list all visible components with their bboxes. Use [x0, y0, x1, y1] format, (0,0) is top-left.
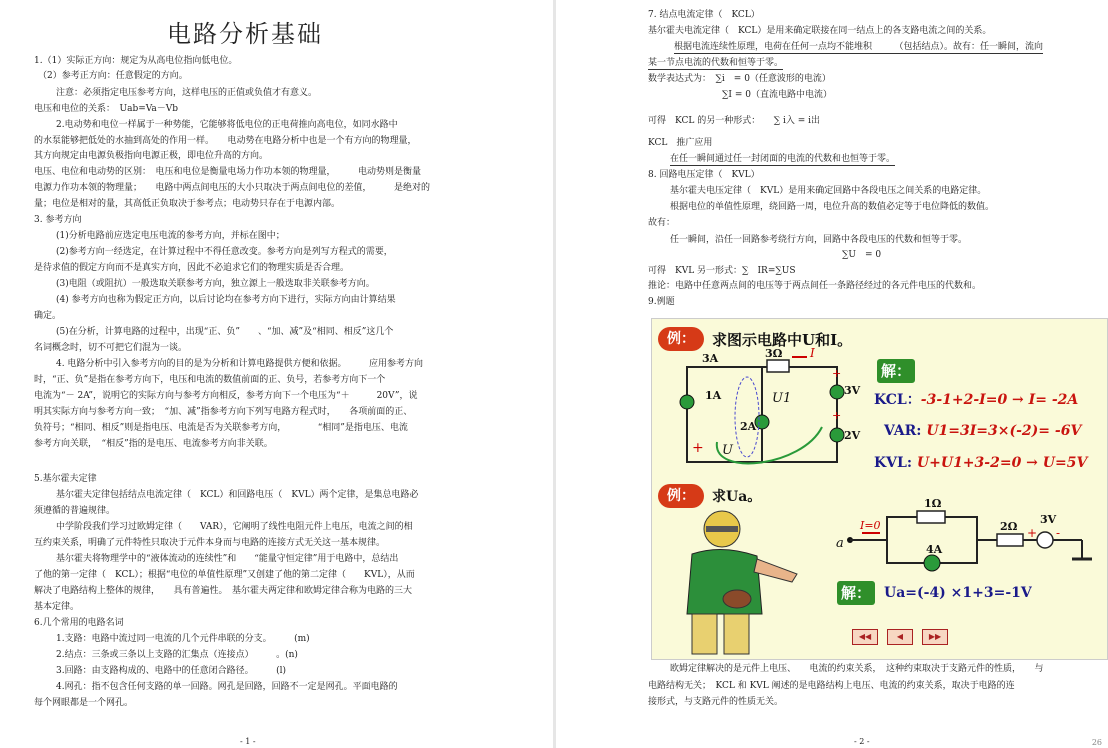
example-slide-figure: [651, 318, 1108, 660]
page-1: [0, 0, 553, 748]
page2-line: 可得 KCL 的另一种形式： ∑ i入 = i出: [648, 116, 821, 126]
page1-line: 5.基尔霍夫定律: [34, 474, 97, 484]
page1-line: 2.结点：三条或三条以上支路的汇集点（连接点） 。(n): [56, 650, 298, 660]
page1-line: 电流为“－ 2A”，说明它的实际方向与参考方向相反，参考方向下一个电压为“＋ 20V”，说: [34, 391, 418, 401]
label-3v: 3V: [844, 384, 861, 397]
page1-line: 确定。: [34, 311, 62, 321]
page2-line: 9.例题: [648, 297, 675, 307]
label-3v-source: 3V: [1040, 513, 1057, 526]
example-badge: 例：: [658, 327, 704, 351]
label-1a: 1A: [705, 389, 722, 402]
page2-line: 推论：电路中任意两点间的电压等于两点间任一条路径经过的各元件电压的代数和。: [648, 281, 982, 291]
page1-line: 6.几个常用的电路名词: [34, 618, 124, 628]
page2-line: 可得 KVL 另一形式：∑ IR=∑US: [648, 266, 796, 276]
page1-line: 基尔霍夫将物理学中的“液体流动的连续性”和 “能量守恒定律”用于电路中，总结出: [56, 554, 399, 564]
page1-line: 解决了电路结构上整体的规律， 具有普遍性。 基尔霍夫两定律和欧姆定律合称为电路的三大: [34, 586, 413, 596]
label-4a: 4A: [926, 543, 943, 556]
page2-line: 根据电位的单值性原理，绕回路一周，电位升高的数值必定等于电位降低的数值。: [670, 202, 995, 212]
page1-line: 中学阶段我们学习过欧姆定律（ VAR），它阐明了线性电阻元件上电压，电流之间的相: [56, 522, 413, 532]
page2-line: 基尔霍夫电压定律（ KVL）是用来确定回路中各段电压之间关系的电路定律。: [670, 186, 987, 196]
page1-line: 电源力作功本领的物理量； 电路中两点间电压的大小只取决于两点间电位的差值， 是绝对的: [34, 183, 431, 193]
page1-line: 时，“正、负”是指在参考方向下，电压和电流的数值前面的正、负号，若参考方向下一个: [34, 375, 386, 385]
page2-line: 根据电流连续性原理，电荷在任何一点均不能堆积 （包括结点）。故有：任一瞬间，流向: [674, 42, 1044, 52]
page1-line: 量；电位是相对的量，其高低正负取决于参考点；电动势只存在于电源内部。: [34, 199, 341, 209]
nav-first-button[interactable]: ◀◀: [852, 629, 878, 645]
page-number-1: - 1 -: [240, 737, 256, 746]
page2-line: ∑I = 0（直流电路中电流）: [722, 90, 832, 100]
example-1-title: 求图示电路中U和I。: [712, 331, 853, 349]
corner-page-count: 26: [1091, 738, 1102, 747]
svg-text:+: +: [832, 367, 842, 380]
circuit-diagram-1: [672, 346, 861, 477]
label-1ohm: 1Ω: [924, 497, 942, 510]
page-number-2: - 2 -: [854, 737, 870, 746]
page1-line: 注意：必须指定电压参考方向，这样电压的正值或负值才有意义。: [56, 88, 318, 98]
page1-line: (2)参考方向一经选定，在计算过程中不得任意改变。参考方向是列写方程式的需要，: [56, 247, 393, 257]
label-2v: 2V: [844, 429, 861, 442]
page-2: [556, 0, 1106, 748]
label-i-zero: I=0: [860, 519, 881, 532]
page1-line: 的水泵能够把低处的水抽到高处的作用一样。 电动势在电路分析中也是一个有方向的物理量，: [34, 136, 417, 146]
label-3ohm: 3Ω: [765, 347, 783, 360]
page1-line: 4.网孔：指不包含任何支路的单一回路。网孔是回路，回路不一定是网孔。平面电路的: [56, 682, 398, 692]
label-u: U: [722, 443, 733, 458]
label-node-a: a: [836, 536, 844, 551]
page1-line: 3. 参考方向: [34, 215, 82, 225]
page1-line: 基本定律。: [34, 602, 80, 612]
page2-line: 某一节点电流的代数和恒等于零。: [648, 58, 784, 68]
kcl-equation: KCL：-3-1+2-I=0 → I= -2A: [874, 392, 1079, 408]
page1-line: 负符号；“相同、相反”则是指电压、电流是否为关联参考方向， “相同”是指电压、电流: [34, 423, 408, 433]
solution-badge-2: 解：: [837, 581, 875, 605]
nav-prev-button[interactable]: ◀: [887, 629, 913, 645]
svg-text:+: +: [692, 440, 704, 456]
page1-line: (5)在分析，计算电路的过程中，出现“正、负” 、“加、减”及“相同、相反”这几个: [56, 327, 394, 337]
page1-line: 是待求值的假定方向而不是真实方向，因此不必追求它们的物理实质是否合理。: [34, 263, 350, 273]
page2-line: 7. 结点电流定律（ KCL）: [648, 10, 760, 20]
page2-line: 数学表达式为： ∑i = 0（任意波形的电流）: [648, 74, 831, 84]
svg-text:+: +: [1027, 526, 1038, 540]
page1-line: 其方向规定由电源负极指向电源正极，即电位升高的方向。: [34, 151, 269, 161]
page1-line: 明其实际方向与参考方向一致； “加、减”指参考方向下列写电路方程式时， 各项前面的正、: [34, 407, 413, 417]
page2-bottom-line: 接形式，与支路元件的性质无关。: [648, 697, 784, 707]
var-equation: VAR: U1=3I=3×(-2)= -6V: [884, 423, 1082, 439]
page1-line: (1)分析电路前应选定电压电流的参考方向，并标在图中；: [56, 231, 285, 241]
page2-line: 基尔霍夫电流定律（ KCL）是用来确定联接在同一结点上的各支路电流之间的关系。: [648, 26, 992, 36]
football-player-illustration: [662, 504, 802, 659]
label-3a: 3A: [702, 352, 719, 365]
document-title: 电路分析基础: [167, 20, 323, 48]
page1-line: 1.支路：电路中流过同一电流的几个元件串联的分支。 (m): [56, 634, 310, 644]
page2-line: ∑U = 0: [842, 250, 882, 260]
page2-bottom-line: 电路结构无关； KCL 和 KVL 阐述的是电路结构上电压、电流的约束关系，取决于电路的连: [648, 681, 1015, 691]
page1-line: 了他的第一定律（ KCL）；根据“电位的单值性原理”又创建了他的第二定律（ KVL），从而: [34, 570, 415, 580]
page1-line: (3)电阻（或阻抗）一般选取关联参考方向，独立源上一般选取非关联参考方向。: [56, 279, 375, 289]
label-2a: 2A: [740, 420, 757, 433]
nav-last-button[interactable]: ▶▶: [922, 629, 948, 645]
circuit-diagram-2: [832, 497, 1107, 582]
page1-line: 每个网眼都是一个网孔。: [34, 698, 134, 708]
page1-line: 1.（1）实际正方向：规定为从高电位指向低电位。: [34, 56, 238, 66]
page2-bottom-line: 欧姆定律解决的是元件上电压、 电流的约束关系， 这种约束取决于支路元件的性质， 与: [670, 664, 1044, 674]
label-u1: U1: [772, 391, 792, 406]
page1-line: 4. 电路分析中引入参考方向的目的是为分析和计算电路提供方便和依据。 应用参考方向: [56, 359, 423, 369]
svg-text:+: +: [832, 409, 842, 422]
page2-line: 故有：: [648, 218, 676, 228]
page2-line: KCL 推广应用: [648, 138, 713, 148]
page2-line: 8. 回路电压定律（ KVL）: [648, 170, 760, 180]
page1-line: 电压和电位的关系： Uab=Va－Vb: [34, 104, 179, 114]
page1-line: 2.电动势和电位一样属于一种势能，它能够将低电位的正电荷推向高电位，如同水路中: [56, 120, 398, 130]
page1-line: 互约束关系，明确了元件特性只取决于元件本身而与电路的连接方式无关这一基本规律。: [34, 538, 386, 548]
solution-ua-equation: Ua=(-4) ×1+3=-1V: [884, 585, 1032, 601]
kvl-equation: KVL: U+U1+3-2=0 → U=5V: [874, 455, 1088, 471]
page1-line: （2）参考正方向：任意假定的方向。: [38, 71, 188, 81]
page2-line: 任一瞬间，沿任一回路参考绕行方向，回路中各段电压的代数和恒等于零。: [670, 235, 968, 245]
solution-badge-1: 解：: [877, 359, 915, 383]
page1-line: 名词概念时，切不可把它们混为一谈。: [34, 343, 188, 353]
page1-line: 电压、电位和电动势的区别： 电压和电位是衡量电场力作功本领的物理量， 电动势则是衡量: [34, 167, 422, 177]
example-2-title: 求Ua。: [712, 489, 762, 505]
label-current-i: I: [810, 346, 815, 360]
svg-text:-: -: [1056, 526, 1061, 540]
label-2ohm: 2Ω: [1000, 520, 1018, 533]
page1-line: 基尔霍夫定律包括结点电流定律（ KCL）和回路电压（ KVL）两个定律，是集总电路必: [56, 490, 419, 500]
page2-line: 在任一瞬间通过任一封闭面的电流的代数和也恒等于零。: [670, 154, 896, 164]
page1-line: 须遵循的普遍规律。: [34, 506, 116, 516]
example-badge-2: 例：: [658, 484, 704, 508]
page1-line: 参考方向关联， “相反”指的是电压、电流参考方向非关联。: [34, 439, 273, 449]
page1-line: (4) 参考方向也称为假定正方向，以后讨论均在参考方向下进行，实际方向由计算结果: [56, 295, 396, 305]
page1-line: 3.回路：由支路构成的、电路中的任意闭合路径。 (l): [56, 666, 286, 676]
